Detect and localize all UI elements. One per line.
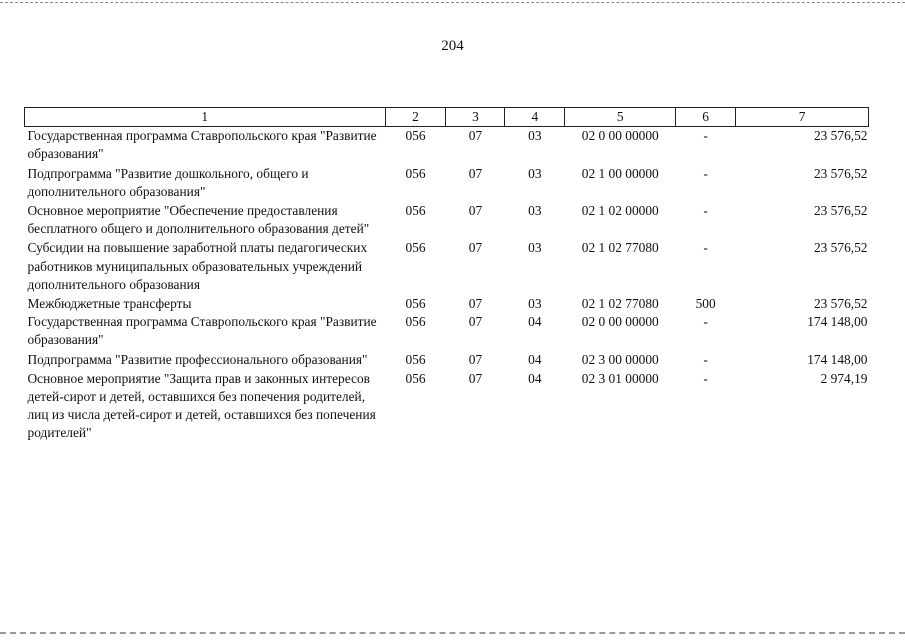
row-name: Подпрограмма "Развитие профессионального образования" [27, 351, 368, 367]
row-code-4: 04 [528, 314, 542, 330]
row-code-5: 02 3 01 00000 [581, 370, 659, 386]
row-code-6: - [703, 165, 708, 181]
table-row [25, 350, 869, 369]
table-row [25, 164, 869, 201]
row-code-4: 04 [528, 351, 542, 367]
row-name: Основное мероприятие "Обеспечение предоставления бесплатного общего и дополнительного образования детей" [27, 203, 370, 237]
row-code-6: - [703, 203, 708, 219]
row-amount: 23 576,52 [813, 240, 868, 256]
row-name: Межбюджетные трансферты [27, 296, 192, 312]
row-code-3: 07 [468, 314, 483, 330]
row-code-2: 056 [405, 351, 426, 367]
row-code-4: 03 [528, 296, 542, 312]
table-row [25, 238, 869, 294]
row-code-3: 07 [468, 203, 483, 219]
column-header: 3 [446, 108, 505, 127]
row-name: Основное мероприятие "Защита прав и законных интересов детей-сирот и детей, оставшихся без попечения родителей, лиц из числа детей-сирот и детей, оставшихся без попечения родителей" [27, 370, 376, 441]
row-code-5: 02 3 00 00000 [581, 351, 659, 367]
row-code-5: 02 1 02 77080 [581, 296, 659, 312]
row-amount: 23 576,52 [813, 296, 868, 312]
row-amount: 23 576,52 [813, 128, 868, 144]
row-code-5: 02 0 00 00000 [581, 128, 659, 144]
row-code-5: 02 1 00 00000 [581, 165, 659, 181]
row-code-4: 03 [528, 165, 542, 181]
row-name: Подпрограмма "Развитие дошкольного, общего и дополнительного образования" [27, 165, 309, 199]
row-code-6: - [703, 314, 708, 330]
row-code-4: 03 [528, 240, 542, 256]
table-row [25, 313, 869, 349]
row-amount: 2 974,19 [820, 370, 868, 386]
scan-edge-top [0, 2, 905, 3]
row-code-2: 056 [405, 314, 426, 330]
row-name: Субсидии на повышение заработной платы педагогических работников муниципальных образовательных учреждений дополнительного образования [27, 240, 368, 292]
row-code-2: 056 [405, 240, 426, 256]
row-code-6: - [703, 128, 708, 144]
row-code-2: 056 [405, 203, 426, 219]
table-header-row [25, 108, 869, 127]
row-code-3: 07 [468, 128, 483, 144]
row-code-5: 02 1 02 00000 [581, 203, 659, 219]
row-code-6: 500 [695, 296, 716, 312]
row-code-5: 02 0 00 00000 [581, 314, 659, 330]
row-code-3: 07 [468, 351, 483, 367]
row-code-2: 056 [405, 296, 426, 312]
row-name: Государственная программа Ставропольского края "Развитие образования" [27, 314, 377, 348]
row-code-5: 02 1 02 77080 [581, 240, 659, 256]
column-header: 6 [676, 108, 736, 127]
row-code-6: - [703, 370, 708, 386]
table-row [25, 201, 869, 238]
row-code-6: - [703, 351, 708, 367]
table-row [25, 127, 869, 164]
row-amount: 23 576,52 [813, 203, 868, 219]
row-code-4: 03 [528, 128, 542, 144]
row-code-6: - [703, 240, 708, 256]
row-code-4: 03 [528, 203, 542, 219]
row-code-2: 056 [405, 165, 426, 181]
budget-table [24, 107, 869, 443]
column-header: 5 [565, 108, 676, 127]
row-code-3: 07 [468, 240, 483, 256]
table-row [25, 294, 869, 313]
row-name: Государственная программа Ставропольского края "Развитие образования" [27, 128, 377, 162]
page-number: 204 [441, 38, 464, 54]
column-header: 4 [505, 108, 565, 127]
row-amount: 23 576,52 [813, 165, 868, 181]
scan-edge-bottom [0, 632, 905, 634]
column-header: 1 [25, 108, 386, 127]
row-amount: 174 148,00 [807, 351, 868, 367]
row-code-4: 04 [528, 370, 542, 386]
row-code-2: 056 [405, 370, 426, 386]
row-code-2: 056 [405, 128, 426, 144]
column-header: 7 [736, 108, 869, 127]
row-code-3: 07 [468, 165, 483, 181]
row-code-3: 07 [468, 370, 483, 386]
table-row [25, 369, 869, 443]
column-header: 2 [385, 108, 446, 127]
row-amount: 174 148,00 [807, 314, 868, 330]
row-code-3: 07 [468, 296, 483, 312]
